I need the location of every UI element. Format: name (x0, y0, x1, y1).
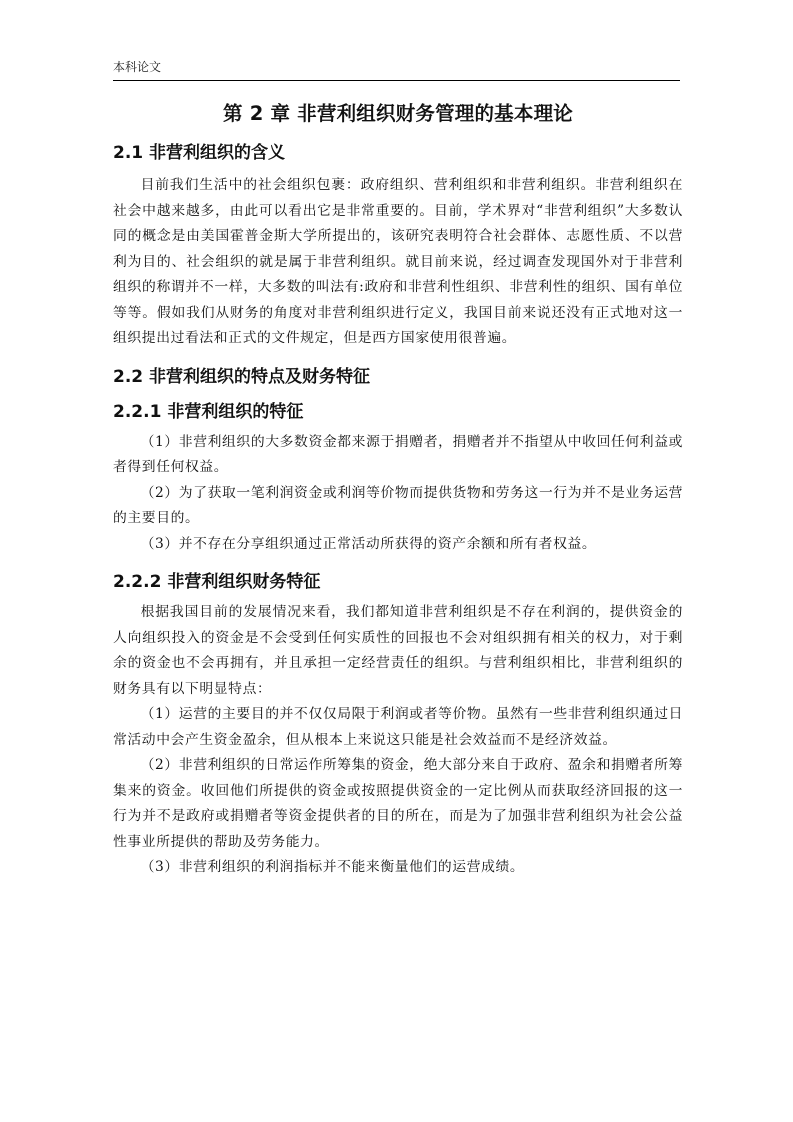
list-paragraph: （1）非营利组织的大多数资金都来源于捐赠者，捐赠者并不指望从中收回任何利益或者得到任何权益。 (113, 433, 683, 475)
paragraph: 根据我国目前的发展情况来看，我们都知道非营利组织是不存在利润的，提供资金的人向组织投入的资金是不会受到任何实质性的回报也不会对组织拥有相关的权力，对于剩余的资金也不会再拥有，并且承担一定经营责任的组织。与营利组织相比，非营利组织的财务具有以下明显特点： (113, 604, 683, 697)
subsection-heading-2-2-2: 2.2.2 非营利组织财务特征 (113, 572, 321, 592)
section-heading-2-2: 2.2 非营利组织的特点及财务特征 (113, 366, 371, 387)
section-heading-2-1: 2.1 非营利组织的含义 (113, 143, 286, 163)
list-paragraph: （2）为了获取一笔利润资金或利润等价物而提供货物和劳务这一行为并不是业务运营的主要目的。 (113, 484, 683, 526)
page-content (113, 98, 683, 881)
subsection-heading-2-2-1: 2.2.1 非营利组织的特征 (113, 401, 304, 422)
chapter-title: 第 2 章 非营利组织财务管理的基本理论 (223, 102, 573, 125)
paragraph: 目前我们生活中的社会组织包裹：政府组织、营利组织和非营利组织。非营利组织在社会中越来越多，由此可以看出它是非常重要的。目前，学术界对“非营利组织”大多数认同的概念是由美国霍普金斯大学所提出的，该研究表明符合社会群体、志愿性质、不以营利为目的、社会组织的就是属于非营利组织。就目前来说，经过调查发现国外对于非营利组织的称谓并不一样，大多数的叫法有:政府和非营利性组织、非营利性的组织、国有单位等等。假如我们从财务的角度对非营利组织进行定义，我国目前来说还没有正式地对这一组织提出过看法和正式的文件规定，但是西方国家使用很普遍。 (113, 177, 683, 346)
header-rule (113, 80, 680, 81)
list-paragraph: （2）非营利组织的日常运作所筹集的资金，绝大部分来自于政府、盈余和捐赠者所筹集来的资金。收回他们所提供的资金或按照提供资金的一定比例从而获取经济回报的这一行为并不是政府或捐赠者等资金提供者的目的所在，而是为了加强非营利组织为社会公益性事业所提供的帮助及劳务能力。 (113, 757, 683, 850)
list-paragraph: （1）运营的主要目的并不仅仅局限于利润或者等价物。虽然有一些非营利组织通过日常活动中会产生资金盈余，但从根本上来说这只能是社会效益而不是经济效益。 (113, 706, 683, 748)
list-paragraph: （3）并不存在分享组织通过正常活动所获得的资产余额和所有者权益。 (140, 535, 597, 552)
running-header: 本科论文 (113, 60, 162, 74)
list-paragraph: （3）非营利组织的利润指标并不能来衡量他们的运营成绩。 (140, 859, 525, 875)
